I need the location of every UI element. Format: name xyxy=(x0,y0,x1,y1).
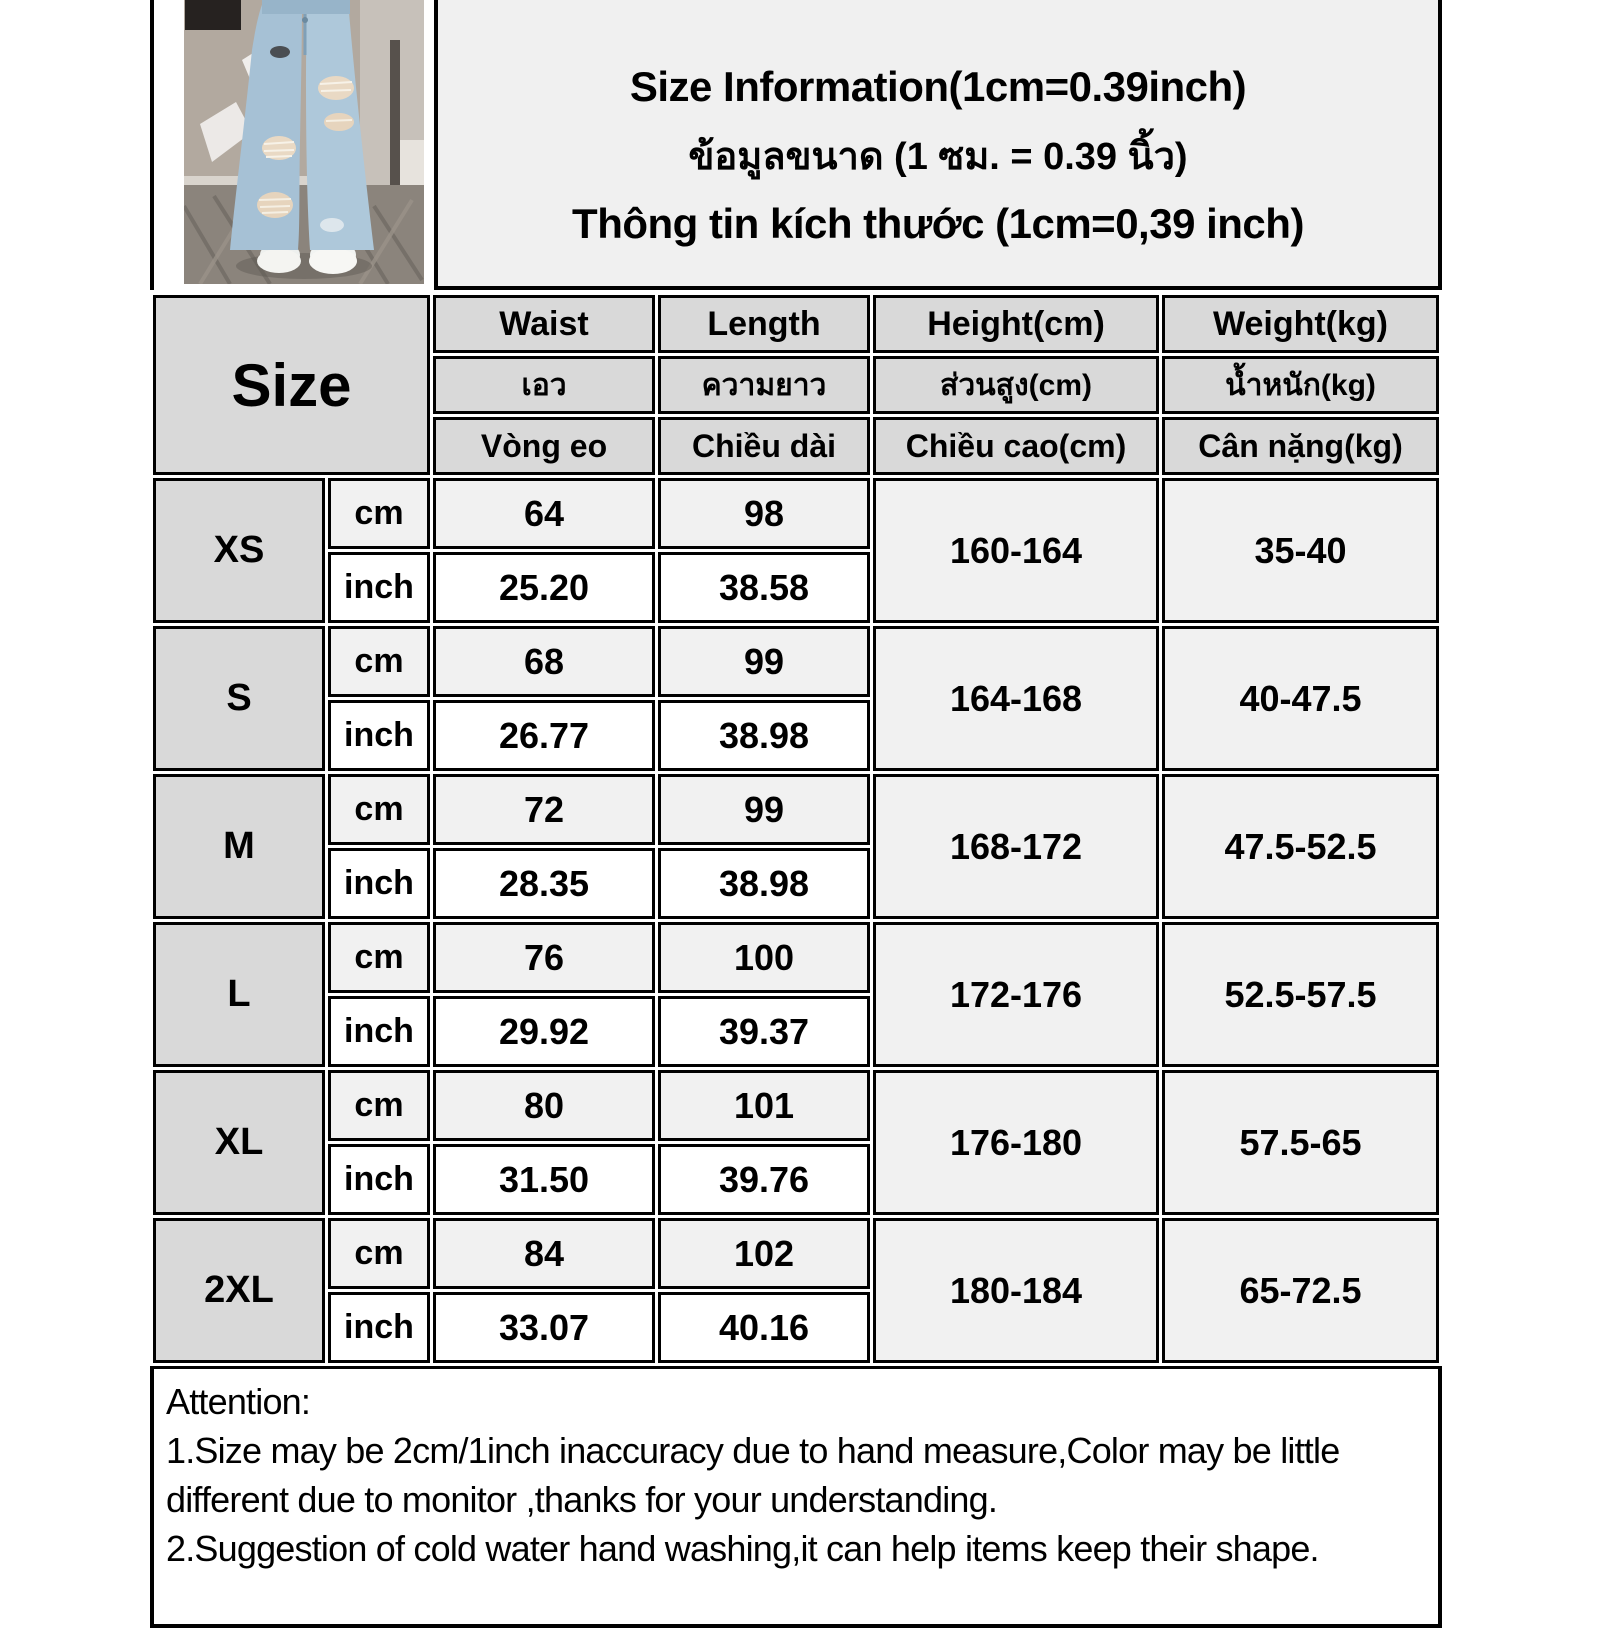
col-header-waist-en: Waist xyxy=(433,295,655,353)
weight-l: 52.5-57.5 xyxy=(1162,922,1439,1067)
col-header-height-th: ส่วนสูง(cm) xyxy=(873,356,1159,414)
table-row-l xyxy=(153,922,1439,993)
length-cm-2xl: 102 xyxy=(658,1218,870,1289)
top-section xyxy=(150,0,1442,290)
col-header-weight-vi: Cân nặng(kg) xyxy=(1162,417,1439,475)
table-row-xs xyxy=(153,478,1439,549)
table-row-s xyxy=(153,626,1439,697)
length-inch-m: 38.98 xyxy=(658,848,870,919)
content-frame xyxy=(150,0,1442,1628)
waist-inch-m: 28.35 xyxy=(433,848,655,919)
height-m: 168-172 xyxy=(873,774,1159,919)
unit-inch: inch xyxy=(328,1144,430,1215)
height-l: 172-176 xyxy=(873,922,1159,1067)
unit-cm: cm xyxy=(328,922,430,993)
col-header-weight-en: Weight(kg) xyxy=(1162,295,1439,353)
col-header-length-vi: Chiều dài xyxy=(658,417,870,475)
unit-cm: cm xyxy=(328,1218,430,1289)
attention-line-3: 2.Suggestion of cold water hand washing,it can help items keep their shape. xyxy=(166,1528,1319,1569)
attention-heading: Attention: xyxy=(166,1381,311,1422)
length-cm-m: 99 xyxy=(658,774,870,845)
unit-cm: cm xyxy=(328,626,430,697)
table-row-xl xyxy=(153,1070,1439,1141)
length-inch-s: 38.98 xyxy=(658,700,870,771)
waist-cm-s: 68 xyxy=(433,626,655,697)
waist-cm-2xl: 84 xyxy=(433,1218,655,1289)
col-header-weight-th: น้ำหนัก(kg) xyxy=(1162,356,1439,414)
unit-inch: inch xyxy=(328,848,430,919)
product-photo-cell xyxy=(150,0,434,290)
height-2xl: 180-184 xyxy=(873,1218,1159,1363)
col-header-length-en: Length xyxy=(658,295,870,353)
title-box xyxy=(434,0,1442,290)
waist-inch-2xl: 33.07 xyxy=(433,1292,655,1363)
waist-inch-s: 26.77 xyxy=(433,700,655,771)
col-header-waist-vi: Vòng eo xyxy=(433,417,655,475)
size-label-xs: XS xyxy=(153,478,325,623)
unit-inch: inch xyxy=(328,700,430,771)
size-label-m: M xyxy=(153,774,325,919)
length-inch-l: 39.37 xyxy=(658,996,870,1067)
length-cm-xl: 101 xyxy=(658,1070,870,1141)
size-header-cell: Size xyxy=(153,295,430,475)
unit-cm: cm xyxy=(328,774,430,845)
waist-inch-l: 29.92 xyxy=(433,996,655,1067)
length-cm-s: 99 xyxy=(658,626,870,697)
unit-inch: inch xyxy=(328,1292,430,1363)
table-row-m xyxy=(153,774,1439,845)
unit-cm: cm xyxy=(328,478,430,549)
title-vietnamese: Thông tin kích thước (1cm=0,39 inch) xyxy=(572,199,1304,247)
attention-box xyxy=(150,1366,1442,1628)
unit-inch: inch xyxy=(328,996,430,1067)
waist-cm-xs: 64 xyxy=(433,478,655,549)
height-s: 164-168 xyxy=(873,626,1159,771)
size-label-xl: XL xyxy=(153,1070,325,1215)
length-cm-xs: 98 xyxy=(658,478,870,549)
length-inch-xl: 39.76 xyxy=(658,1144,870,1215)
unit-cm: cm xyxy=(328,1070,430,1141)
product-photo-jeans xyxy=(184,0,424,284)
length-inch-xs: 38.58 xyxy=(658,552,870,623)
weight-s: 40-47.5 xyxy=(1162,626,1439,771)
length-cm-l: 100 xyxy=(658,922,870,993)
title-english: Size Information(1cm=0.39inch) xyxy=(629,62,1247,110)
waist-inch-xl: 31.50 xyxy=(433,1144,655,1215)
waist-cm-m: 72 xyxy=(433,774,655,845)
waist-cm-xl: 80 xyxy=(433,1070,655,1141)
size-label-2xl: 2XL xyxy=(153,1218,325,1363)
weight-xl: 57.5-65 xyxy=(1162,1070,1439,1215)
table-row-2xl xyxy=(153,1218,1439,1289)
height-xl: 176-180 xyxy=(873,1070,1159,1215)
col-header-waist-th: เอว xyxy=(433,356,655,414)
title-thai: ข้อมูลขนาด (1 ซม. = 0.39 นิ้ว) xyxy=(688,135,1188,178)
waist-cm-l: 76 xyxy=(433,922,655,993)
weight-2xl: 65-72.5 xyxy=(1162,1218,1439,1363)
size-label-l: L xyxy=(153,922,325,1067)
weight-m: 47.5-52.5 xyxy=(1162,774,1439,919)
length-inch-2xl: 40.16 xyxy=(658,1292,870,1363)
size-table xyxy=(150,292,1442,1366)
height-xs: 160-164 xyxy=(873,478,1159,623)
weight-xs: 35-40 xyxy=(1162,478,1439,623)
col-header-height-en: Height(cm) xyxy=(873,295,1159,353)
unit-inch: inch xyxy=(328,552,430,623)
size-label-s: S xyxy=(153,626,325,771)
attention-line-2: different due to monitor ,thanks for your understanding. xyxy=(166,1479,998,1520)
col-header-length-th: ความยาว xyxy=(658,356,870,414)
attention-line-1: 1.Size may be 2cm/1inch inaccuracy due to hand measure,Color may be little xyxy=(166,1430,1340,1471)
col-header-height-vi: Chiều cao(cm) xyxy=(873,417,1159,475)
waist-inch-xs: 25.20 xyxy=(433,552,655,623)
